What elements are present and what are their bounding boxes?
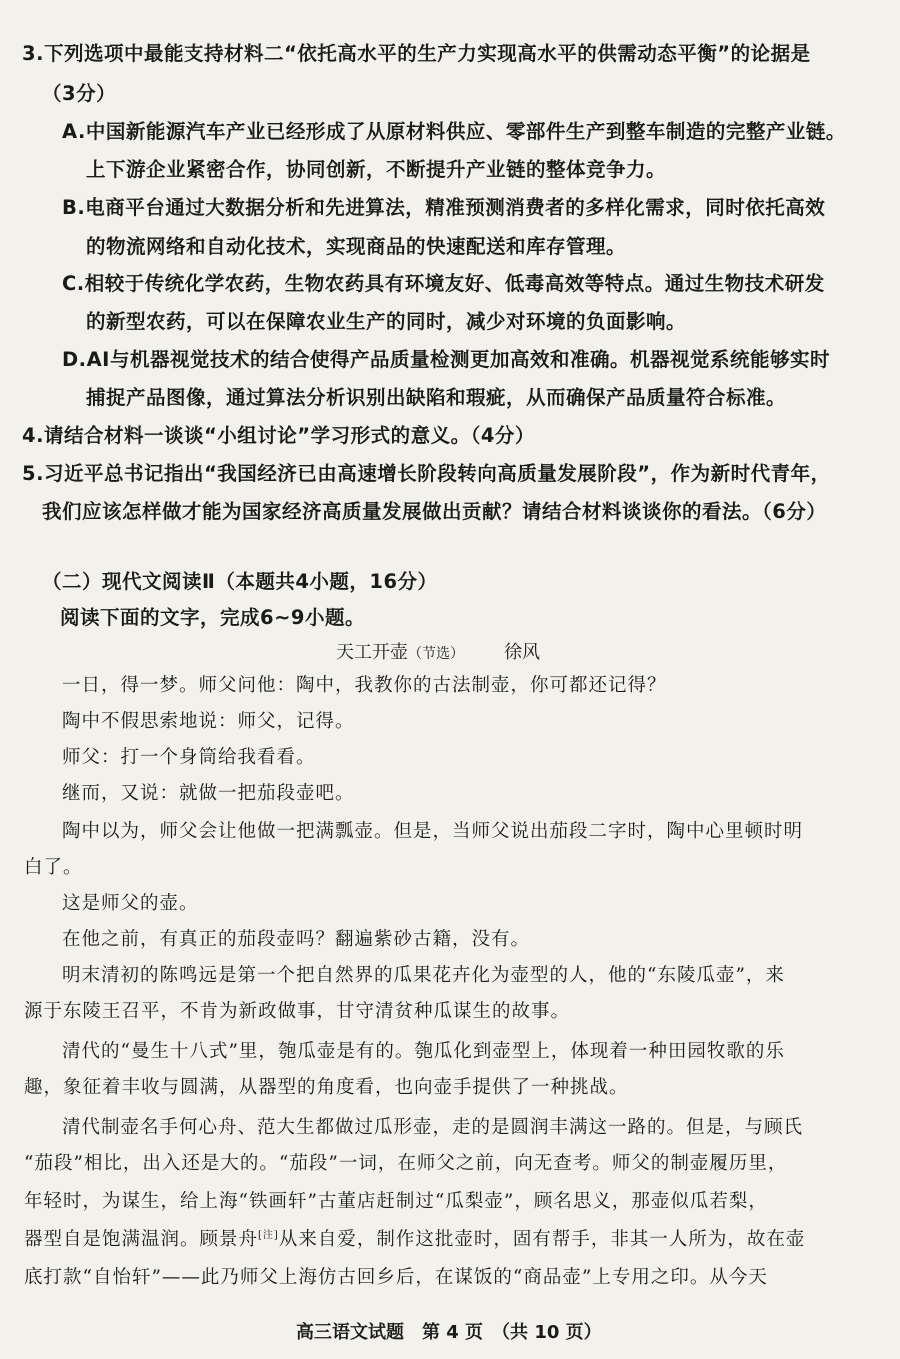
passage-para-6: 这是师父的壶。	[62, 893, 199, 914]
q5-stem-line1: 5.习近平总书记指出“我国经济已由高速增长阶段转向高质量发展阶段”，作为新时代青年，	[22, 462, 831, 485]
passage-para-5-line2: 白了。	[24, 857, 83, 878]
q4-stem: 4.请结合材料一谈谈“小组讨论”学习形式的意义。（4分）	[22, 424, 535, 447]
q3-stem-line1: 3.下列选项中最能支持材料二“依托高水平的生产力实现高水平的供需动态平衡”的论据是	[22, 42, 811, 65]
q3-stem-line2: （3分）	[42, 82, 117, 105]
section-instruction: 阅读下面的文字，完成6~9小题。	[60, 606, 365, 629]
passage-para-10-line1: 清代制壶名手何心舟、范大生都做过瓜形壶，走的是圆润丰满这一路的。但是，与顾氏	[62, 1117, 804, 1138]
q3-option-b-line1: B.电商平台通过大数据分析和先进算法，精准预测消费者的多样化需求，同时依托高效	[62, 196, 826, 219]
passage-title-note: （节选）	[408, 646, 464, 662]
passage-para-4: 继而，又说：就做一把茄段壶吧。	[62, 783, 355, 804]
passage-title-block	[336, 638, 540, 664]
q3-option-b-line2: 的物流网络和自动化技术，实现商品的快速配送和库存管理。	[86, 235, 627, 258]
passage-para-10-line3: 年轻时，为谋生，给上海“铁画轩”古董店赶制过“瓜梨壶”，顾名思义，那壶似瓜若梨，	[24, 1191, 768, 1212]
passage-para-9-line1: 清代的“曼生十八式”里，匏瓜壶是有的。匏瓜化到壶型上，体现着一种田园牧歌的乐	[62, 1041, 785, 1062]
passage-author: 徐风	[504, 642, 541, 663]
passage-para-7: 在他之前，有真正的茄段壶吗？翻遍紫砂古籍，没有。	[62, 929, 531, 950]
q3-option-d-line1: D.AI与机器视觉技术的结合使得产品质量检测更加高效和准确。机器视觉系统能够实时	[62, 348, 830, 371]
passage-para-10-line4-a: 器型自是饱满温润。顾景舟	[24, 1229, 259, 1250]
passage-para-8-line2: 源于东陵王召平，不肯为新政做事，甘守清贫种瓜谋生的故事。	[24, 1001, 571, 1022]
section-heading: （二）现代文阅读Ⅱ（本题共4小题，16分）	[42, 570, 438, 593]
footnote-marker: [注]	[258, 1229, 279, 1241]
passage-para-10-line2: “茄段”相比，出入还是大的。“茄段”一词，在师父之前，向无查考。师父的制壶履历里，	[24, 1153, 788, 1174]
passage-para-2: 陶中不假思索地说：师父，记得。	[62, 711, 355, 732]
passage-para-10-line4	[24, 1225, 805, 1251]
passage-title: 天工开壶	[336, 642, 408, 663]
passage-para-10-line5: 底打款“自怡轩”——此乃师父上海仿古回乡后，在谋饭的“商品壶”上专用之印。从今天	[24, 1267, 768, 1288]
passage-para-3: 师父：打一个身筒给我看看。	[62, 747, 316, 768]
passage-para-9-line2: 趣，象征着丰收与圆满，从器型的角度看，也向壶手提供了一种挑战。	[24, 1077, 629, 1098]
passage-para-8-line1: 明末清初的陈鸣远是第一个把自然界的瓜果花卉化为壶型的人，他的“东陵瓜壶”，来	[62, 965, 785, 986]
passage-para-10-line4-b: 从来自爱，制作这批壶时，固有帮手，非其一人所为，故在壶	[278, 1229, 806, 1250]
q5-stem-line2: 我们应该怎样做才能为国家经济高质量发展做出贡献？请结合材料谈谈你的看法。（6分）	[42, 500, 827, 523]
q3-option-a-line2: 上下游企业紧密合作，协同创新，不断提升产业链的整体竞争力。	[86, 158, 667, 181]
q3-option-a-line1: A.中国新能源汽车产业已经形成了从原材料供应、零部件生产到整车制造的完整产业链。	[62, 120, 846, 143]
passage-para-1: 一日，得一梦。师父问他：陶中，我教你的古法制壶，你可都还记得？	[62, 675, 667, 696]
page-footer: 高三语文试题 第 4 页 （共 10 页）	[296, 1322, 602, 1343]
q3-option-c-line2: 的新型农药，可以在保障农业生产的同时，减少对环境的负面影响。	[86, 310, 687, 333]
passage-para-5-line1: 陶中以为，师父会让他做一把满瓢壶。但是，当师父说出茄段二字时，陶中心里顿时明	[62, 821, 804, 842]
q3-option-c-line1: C.相较于传统化学农药，生物农药具有环境友好、低毒高效等特点。通过生物技术研发	[62, 272, 825, 295]
q3-option-d-line2: 捕捉产品图像，通过算法分析识别出缺陷和瑕疵，从而确保产品质量符合标准。	[86, 386, 787, 409]
